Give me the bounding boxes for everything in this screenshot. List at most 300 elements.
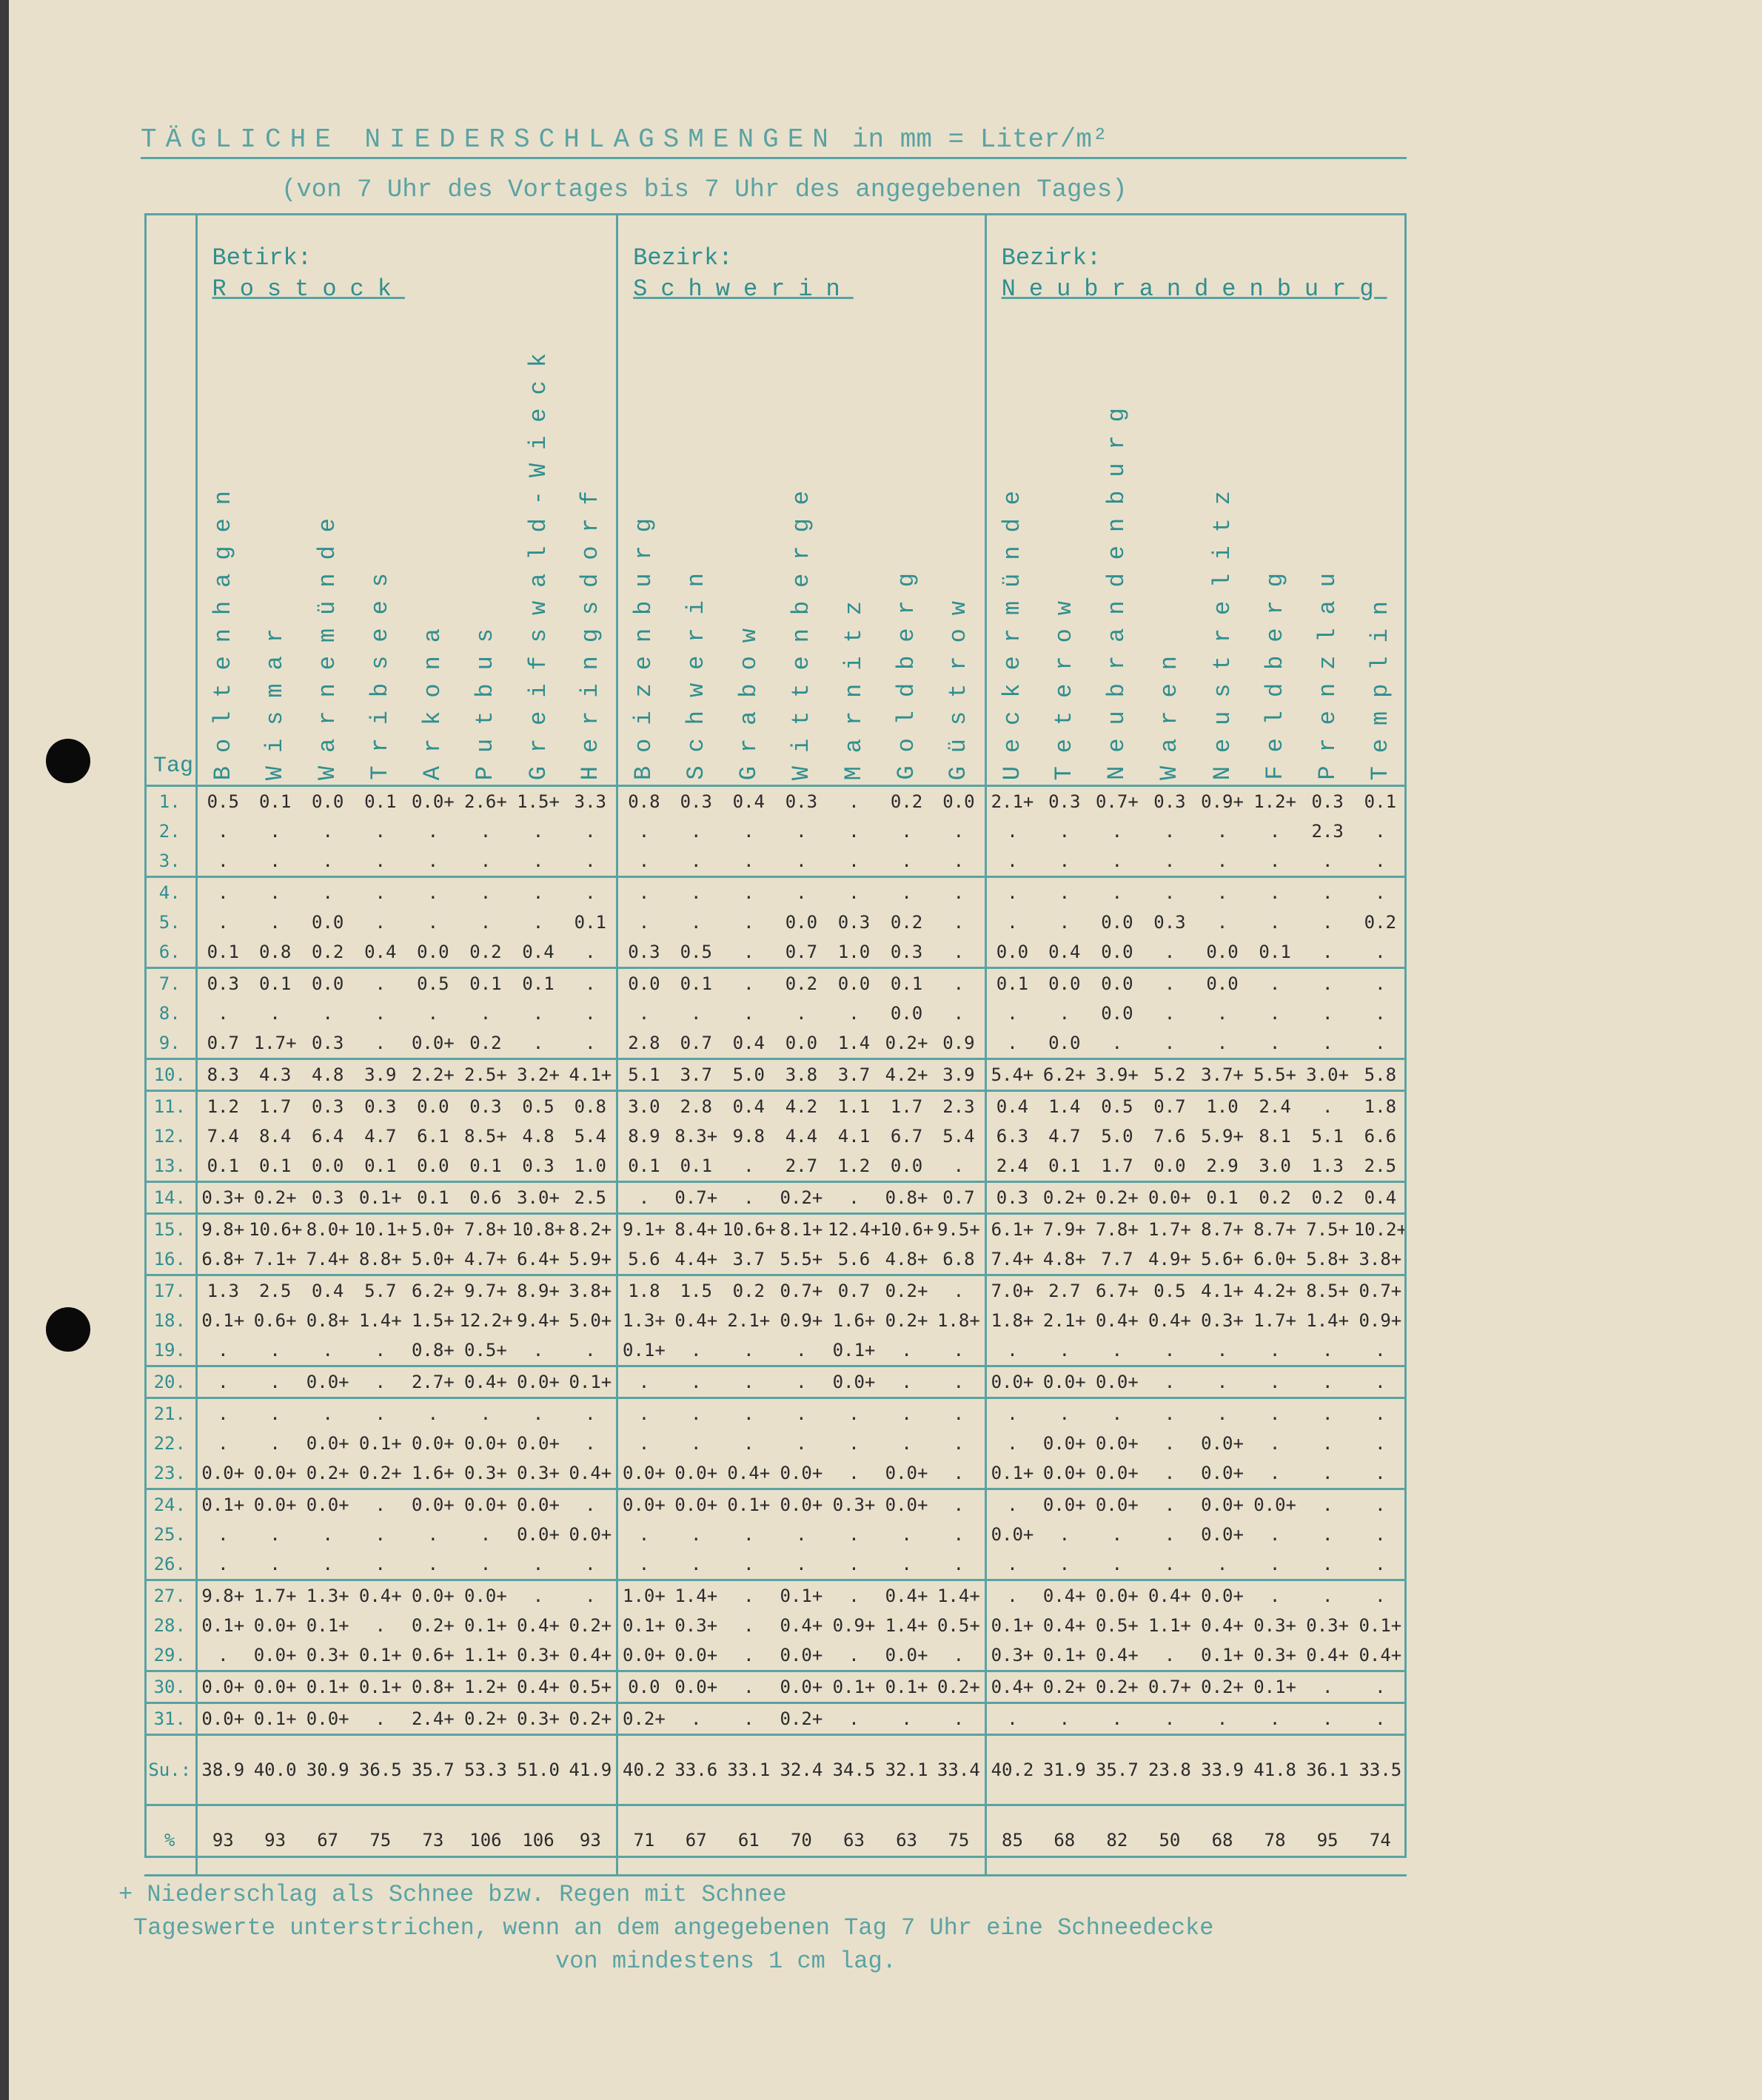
precip-value: 4.2 xyxy=(785,1096,818,1117)
precip-value: 0.0 xyxy=(301,1151,354,1182)
precip-value: 0.1+ xyxy=(828,1671,880,1703)
precip-value: 0.4+ xyxy=(674,1310,718,1331)
precip-value: . xyxy=(933,1366,985,1398)
table-row xyxy=(144,1703,1407,1735)
precip-value: . xyxy=(1143,937,1196,968)
precip-value: 0.1+ xyxy=(985,1458,1038,1489)
precip-value: 0.0+ xyxy=(880,1458,933,1489)
precip-value: . xyxy=(796,1433,807,1454)
precip-value: 8.4+ xyxy=(674,1219,718,1240)
precip-value: . xyxy=(933,1703,985,1735)
precip-value: 0.3+ xyxy=(985,1640,1038,1671)
precip-value: 4.8+ xyxy=(1038,1244,1091,1275)
table-row xyxy=(144,877,1407,908)
sum-row-value: 35.7 xyxy=(406,1735,459,1805)
precip-value: 4.9+ xyxy=(1143,1244,1196,1275)
station-name: Wismar xyxy=(261,614,289,780)
precip-value: 1.7+ xyxy=(253,1586,297,1606)
percent-row-value: 82 xyxy=(1091,1805,1143,1876)
precip-value: . xyxy=(565,999,617,1028)
precip-value: 0.0+ xyxy=(196,1703,249,1735)
table-row xyxy=(144,1182,1407,1214)
precip-value: . xyxy=(565,1429,617,1458)
precip-value: . xyxy=(848,821,860,842)
precip-value: . xyxy=(375,1403,386,1424)
precip-value: . xyxy=(565,1398,617,1429)
precip-value: . xyxy=(1375,1524,1386,1545)
precip-value: 0.1 xyxy=(680,973,712,994)
station-name: Warnemünde xyxy=(314,504,342,780)
station-name: Neubrandenburg xyxy=(1103,395,1131,780)
footnote-snow: + Niederschlag als Schnee bzw. Regen mit Schnee xyxy=(118,1881,787,1908)
precip-value: . xyxy=(723,1151,775,1182)
precip-value: . xyxy=(1216,1003,1228,1024)
precip-value: 9.4+ xyxy=(517,1310,560,1331)
precip-value: 1.3+ xyxy=(623,1310,666,1331)
precip-value: 5.4 xyxy=(565,1121,617,1151)
precip-value: 0.8+ xyxy=(406,1671,459,1703)
table-row xyxy=(144,1335,1407,1366)
precip-value: . xyxy=(427,1003,439,1024)
precip-value: 7.4+ xyxy=(985,1244,1038,1275)
precip-value: . xyxy=(933,1489,985,1520)
precip-value: 2.5 xyxy=(565,1182,617,1214)
precip-value: 0.0+ xyxy=(196,1458,249,1489)
precip-value: . xyxy=(985,1335,1038,1366)
precip-value: . xyxy=(301,1335,354,1366)
precip-value: 0.0 xyxy=(417,1096,449,1117)
precip-value: 0.0 xyxy=(406,937,459,968)
station-name: Grabow xyxy=(734,614,763,780)
precip-value: . xyxy=(1164,1524,1176,1545)
precip-value: 0.0+ xyxy=(1091,1366,1143,1398)
precip-value: 4.8 xyxy=(522,1126,555,1147)
precip-value: 4.8+ xyxy=(880,1244,933,1275)
precip-value: 1.4+ xyxy=(1306,1310,1350,1331)
precip-value: . xyxy=(354,1703,406,1735)
precip-value: 0.1+ xyxy=(301,1671,354,1703)
precip-value: . xyxy=(933,1429,985,1458)
table-row xyxy=(144,1458,1407,1489)
precip-value: 0.1+ xyxy=(354,1671,406,1703)
precip-value: . xyxy=(196,1549,249,1580)
precip-value: 9.5+ xyxy=(933,1214,985,1245)
precip-value: 2.5 xyxy=(258,1281,292,1301)
precip-value: . xyxy=(1164,1003,1176,1024)
precip-value: 0.0 xyxy=(1101,912,1133,933)
precip-value: 6.7 xyxy=(890,1126,923,1147)
precip-value: . xyxy=(985,1028,1038,1059)
precip-value: 0.1+ xyxy=(354,1182,406,1214)
precip-value: . xyxy=(691,1433,702,1454)
precip-value: . xyxy=(848,1403,860,1424)
precip-value: 0.3 xyxy=(207,973,239,994)
precip-value: . xyxy=(1059,1403,1071,1424)
precip-value: . xyxy=(1249,1703,1302,1735)
precip-value: . xyxy=(691,821,702,842)
precip-value: 0.0+ xyxy=(306,1495,349,1515)
precip-value: 0.4+ xyxy=(1201,1615,1244,1636)
precip-value: 2.1+ xyxy=(991,791,1034,812)
precip-value: . xyxy=(1111,821,1123,842)
precip-value: 0.0+ xyxy=(406,1028,459,1059)
precip-value: 0.9+ xyxy=(1359,1310,1402,1331)
precip-value: 1.7+ xyxy=(1148,1219,1191,1240)
precip-value: 0.3 xyxy=(512,1151,564,1182)
precip-value: 0.1 xyxy=(469,973,502,994)
precip-value: 0.1 xyxy=(459,1151,512,1182)
precip-value: 1.0 xyxy=(1206,1096,1239,1117)
precip-value: . xyxy=(1143,1549,1196,1580)
precip-value: 0.0+ xyxy=(249,1671,301,1703)
precip-value: 0.4+ xyxy=(885,1586,928,1606)
precip-value: 0.0 xyxy=(312,791,344,812)
precip-value: . xyxy=(1091,1703,1143,1735)
station-header xyxy=(1143,213,1196,786)
precip-value: 0.3+ xyxy=(459,1458,512,1489)
precip-value: . xyxy=(775,846,828,877)
precip-value: 0.3 xyxy=(985,1182,1038,1214)
precip-value: . xyxy=(985,1703,1038,1735)
precip-value: 4.3 xyxy=(249,1059,301,1091)
precip-value: . xyxy=(269,882,281,903)
precip-value: 5.5+ xyxy=(1249,1059,1302,1091)
precip-value: . xyxy=(249,1366,301,1398)
precip-value: 0.1 xyxy=(258,791,292,812)
sum-row-value: 23.8 xyxy=(1143,1735,1196,1805)
precip-value: . xyxy=(933,1520,985,1549)
precip-value: . xyxy=(218,1433,229,1454)
precip-value: 6.8 xyxy=(933,1244,985,1275)
precip-value: 0.0 xyxy=(312,973,344,994)
sum-row-value: 36.5 xyxy=(354,1735,406,1805)
precip-value: 0.2+ xyxy=(354,1458,406,1489)
precip-value: 5.4+ xyxy=(985,1059,1038,1091)
precip-value: 0.2+ xyxy=(617,1703,670,1735)
table-row xyxy=(144,1306,1407,1335)
precip-value: . xyxy=(723,1182,775,1214)
precip-value: . xyxy=(848,1586,860,1606)
precip-value: . xyxy=(1216,1403,1228,1424)
precip-value: . xyxy=(322,1403,333,1424)
table-row xyxy=(144,846,1407,877)
percent-row-label: % xyxy=(144,1805,196,1876)
precip-value: 0.3+ xyxy=(512,1703,564,1735)
precip-value: 0.8+ xyxy=(880,1182,933,1214)
precip-value: . xyxy=(796,1524,807,1545)
precip-value: 0.7 xyxy=(775,937,828,968)
precip-value: . xyxy=(1007,882,1018,903)
precip-value: . xyxy=(1059,821,1071,842)
precip-value: 0.2 xyxy=(301,937,354,968)
precip-value: 9.8+ xyxy=(201,1219,245,1240)
precip-value: . xyxy=(512,1028,564,1059)
precip-value: . xyxy=(1196,1028,1248,1059)
precip-value: 1.5 xyxy=(680,1281,712,1301)
precip-value: . xyxy=(375,882,386,903)
precip-value: 0.1+ xyxy=(201,1615,245,1636)
precip-value: 0.7 xyxy=(837,1281,871,1301)
precip-value: 0.3 xyxy=(312,1096,344,1117)
precip-value: . xyxy=(775,1549,828,1580)
day-number: 25. xyxy=(144,1520,196,1549)
precip-value: 0.8 xyxy=(628,791,660,812)
station-name: Güstrow xyxy=(945,587,973,780)
precip-value: 0.0+ xyxy=(775,1640,828,1671)
precip-value: 0.0+ xyxy=(674,1495,718,1515)
precip-value: 2.8 xyxy=(680,1096,712,1117)
precip-value: . xyxy=(723,1549,775,1580)
precip-value: 0.1+ xyxy=(780,1586,823,1606)
precip-value: 0.4+ xyxy=(358,1586,402,1606)
precip-value: 0.5 xyxy=(522,1096,555,1117)
precip-value: 3.7 xyxy=(723,1244,775,1275)
station-name: Waren xyxy=(1156,642,1184,780)
precip-value: 0.4 xyxy=(732,791,765,812)
precip-value: 0.2+ xyxy=(775,1182,828,1214)
precip-value: . xyxy=(1302,1703,1354,1735)
day-number: 18. xyxy=(144,1306,196,1335)
day-number: 6. xyxy=(144,937,196,968)
sum-row-value: 34.5 xyxy=(828,1735,880,1805)
precip-value: . xyxy=(723,1335,775,1366)
precip-value: . xyxy=(196,1640,249,1671)
title-rule xyxy=(141,157,1407,159)
precip-value: . xyxy=(691,1403,702,1424)
day-number: 22. xyxy=(144,1429,196,1458)
station-name: Greifswald-Wieck xyxy=(524,339,552,780)
precip-value: 0.3+ xyxy=(1253,1615,1296,1636)
precip-value: . xyxy=(638,1403,650,1424)
precip-value: 0.9+ xyxy=(1201,791,1244,812)
precip-value: 0.7+ xyxy=(780,1281,823,1301)
precip-value: . xyxy=(848,1524,860,1545)
precip-value: . xyxy=(901,1403,912,1424)
precip-value: 2.7+ xyxy=(406,1366,459,1398)
table-row xyxy=(144,1059,1407,1091)
precip-value: . xyxy=(480,1003,492,1024)
precip-value: . xyxy=(406,1549,459,1580)
precip-value: 0.7 xyxy=(196,1028,249,1059)
precip-value: . xyxy=(617,846,670,877)
precip-value: 0.4+ xyxy=(512,1671,564,1703)
precip-value: 6.7+ xyxy=(1095,1281,1139,1301)
precip-value: . xyxy=(375,1524,386,1545)
percent-row-value: 73 xyxy=(406,1805,459,1876)
precip-value: . xyxy=(1007,1586,1018,1606)
precip-value: 0.4 xyxy=(354,937,406,968)
sum-row-value: 33.9 xyxy=(1196,1735,1248,1805)
precip-value: 0.5 xyxy=(1153,1281,1186,1301)
precip-value: . xyxy=(775,1366,828,1398)
precip-value: . xyxy=(480,1524,492,1545)
precip-value: 0.0+ xyxy=(1042,1433,1086,1454)
precip-value: 0.0+ xyxy=(828,1366,880,1398)
day-number: 17. xyxy=(144,1275,196,1306)
precip-value: 0.0+ xyxy=(1038,1366,1091,1398)
precip-value: 0.0+ xyxy=(517,1524,560,1545)
precip-value: 0.0 xyxy=(1143,1151,1196,1182)
precip-value: . xyxy=(848,882,860,903)
precip-value: 0.0+ xyxy=(464,1495,507,1515)
district-name: Neubrandenburg xyxy=(1001,275,1387,303)
precip-value: . xyxy=(1143,1640,1196,1671)
precip-value: 0.2 xyxy=(732,1281,765,1301)
station-name: Boizenburg xyxy=(630,504,658,780)
precip-value: 0.4+ xyxy=(1042,1586,1086,1606)
precip-value: . xyxy=(301,846,354,877)
precip-value: . xyxy=(1164,1433,1176,1454)
precip-value: 1.7 xyxy=(1091,1151,1143,1182)
precip-value: 0.1 xyxy=(1196,1182,1248,1214)
precip-value: 3.0+ xyxy=(1302,1059,1354,1091)
day-number: 4. xyxy=(144,877,196,908)
precip-value: . xyxy=(901,821,912,842)
precip-value: . xyxy=(532,821,544,842)
precip-value: . xyxy=(1143,1335,1196,1366)
precip-value: 1.8+ xyxy=(933,1306,985,1335)
precip-value: . xyxy=(1038,1335,1091,1366)
precip-value: 8.7+ xyxy=(1201,1219,1244,1240)
precip-value: . xyxy=(1196,1703,1248,1735)
station-header xyxy=(1196,213,1248,786)
precip-value: . xyxy=(375,1495,386,1515)
precip-value: . xyxy=(848,791,860,812)
table-row xyxy=(144,968,1407,999)
precip-value: . xyxy=(565,816,617,846)
percent-row-value: 67 xyxy=(670,1805,723,1876)
precip-value: 5.6 xyxy=(828,1244,880,1275)
precip-value: . xyxy=(848,1003,860,1024)
precip-value: 2.4+ xyxy=(406,1703,459,1735)
table-row xyxy=(144,1275,1407,1306)
precip-value: 2.6+ xyxy=(464,791,507,812)
precip-value: 0.7+ xyxy=(1143,1671,1196,1703)
day-number: 30. xyxy=(144,1671,196,1703)
station-name: Ueckermünde xyxy=(998,477,1026,780)
station-name: Tribsees xyxy=(366,560,395,780)
table-row xyxy=(144,1366,1407,1398)
station-header xyxy=(1249,213,1302,786)
precip-value: 0.4+ xyxy=(1091,1640,1143,1671)
precip-value: . xyxy=(638,821,650,842)
precip-value: . xyxy=(375,1615,386,1636)
precip-value: 0.3+ xyxy=(832,1495,876,1515)
precip-value: 0.2+ xyxy=(1038,1671,1091,1703)
precip-value: 12.2+ xyxy=(459,1310,513,1331)
precip-value: . xyxy=(459,846,512,877)
precip-value: 8.9+ xyxy=(517,1281,560,1301)
precip-value: 0.0+ xyxy=(411,1433,455,1454)
day-number: 19. xyxy=(144,1335,196,1366)
precip-value: 5.0+ xyxy=(411,1219,455,1240)
precip-value: 1.1+ xyxy=(459,1640,512,1671)
precip-value: 1.7+ xyxy=(1253,1310,1296,1331)
precip-value: 12.4+ xyxy=(827,1219,882,1240)
precip-value: . xyxy=(1249,1335,1302,1366)
precip-value: 6.6 xyxy=(1364,1126,1397,1147)
precip-value: . xyxy=(933,1458,985,1489)
precip-value: 0.4 xyxy=(1038,937,1091,968)
precip-value: . xyxy=(1375,1433,1386,1454)
precip-value: 3.8+ xyxy=(565,1275,617,1306)
precip-value: 0.2+ xyxy=(1038,1182,1091,1214)
precip-value: . xyxy=(1038,1703,1091,1735)
precip-value: 0.1+ xyxy=(354,1640,406,1671)
precip-value: 0.0+ xyxy=(775,1458,828,1489)
precip-value: . xyxy=(1322,1495,1333,1515)
precip-value: . xyxy=(901,882,912,903)
precip-value: . xyxy=(933,937,985,968)
precip-value: 0.1+ xyxy=(201,1310,245,1331)
precip-value: . xyxy=(565,1028,617,1059)
precip-value: 0.2 xyxy=(890,912,923,933)
precip-value: . xyxy=(880,1366,933,1398)
precip-value: . xyxy=(354,1028,406,1059)
precip-value: 1.8 xyxy=(1364,1096,1397,1117)
precip-value: 0.0+ xyxy=(885,1495,928,1515)
precip-value: . xyxy=(1059,1524,1071,1545)
precip-value: . xyxy=(1196,1335,1248,1366)
footnote-underline-cont: von mindestens 1 cm lag. xyxy=(555,1947,897,1975)
precip-value: . xyxy=(565,968,617,999)
precip-value: 7.0+ xyxy=(991,1281,1034,1301)
precip-value: . xyxy=(691,1524,702,1545)
precip-value: . xyxy=(1375,973,1386,994)
sum-row-value: 33.5 xyxy=(1354,1735,1407,1805)
precip-value: . xyxy=(1007,912,1018,933)
precip-value: 0.3 xyxy=(1048,791,1081,812)
precip-value: . xyxy=(1302,1549,1354,1580)
station-header-row xyxy=(144,213,1407,786)
precip-value: . xyxy=(880,846,933,877)
precip-value: . xyxy=(1302,1671,1354,1703)
precip-value: . xyxy=(354,846,406,877)
precip-value: 0.0+ xyxy=(253,1495,297,1515)
precip-value: 0.1+ xyxy=(249,1703,301,1735)
precip-value: 3.3 xyxy=(565,786,617,817)
precip-value: 0.0 xyxy=(312,912,344,933)
precip-value: 1.0 xyxy=(828,937,880,968)
precip-value: 0.0+ xyxy=(512,1366,564,1398)
precip-value: 0.1 xyxy=(1038,1151,1091,1182)
precip-value: 0.0+ xyxy=(1253,1495,1296,1515)
precip-value: 0.8+ xyxy=(306,1310,349,1331)
precip-value: 4.2+ xyxy=(880,1059,933,1091)
precip-value: . xyxy=(1269,1433,1281,1454)
precip-value: 3.7 xyxy=(670,1059,723,1091)
precip-value: . xyxy=(1091,846,1143,877)
sum-row-value: 36.1 xyxy=(1302,1735,1354,1805)
station-header xyxy=(406,213,459,786)
precip-value: 3.7+ xyxy=(1196,1059,1248,1091)
precip-value: 6.2+ xyxy=(411,1281,455,1301)
precip-value: 0.1 xyxy=(996,973,1029,994)
precip-value: . xyxy=(1354,1366,1407,1398)
precip-value: . xyxy=(480,912,492,933)
precip-value: 9.8 xyxy=(732,1126,765,1147)
precip-value: 0.4 xyxy=(1354,1182,1407,1214)
table-row xyxy=(144,1520,1407,1549)
precip-value: 2.1+ xyxy=(1042,1310,1086,1331)
sum-row-value: 31.9 xyxy=(1038,1735,1091,1805)
precip-value: 0.0 xyxy=(890,1003,923,1024)
precip-value: 0.2+ xyxy=(1196,1671,1248,1703)
precip-value: 0.4 xyxy=(512,937,564,968)
station-name: Prenzlau xyxy=(1313,560,1341,780)
sum-row-value: 40.2 xyxy=(617,1735,670,1805)
precip-value: 10.1+ xyxy=(354,1219,408,1240)
